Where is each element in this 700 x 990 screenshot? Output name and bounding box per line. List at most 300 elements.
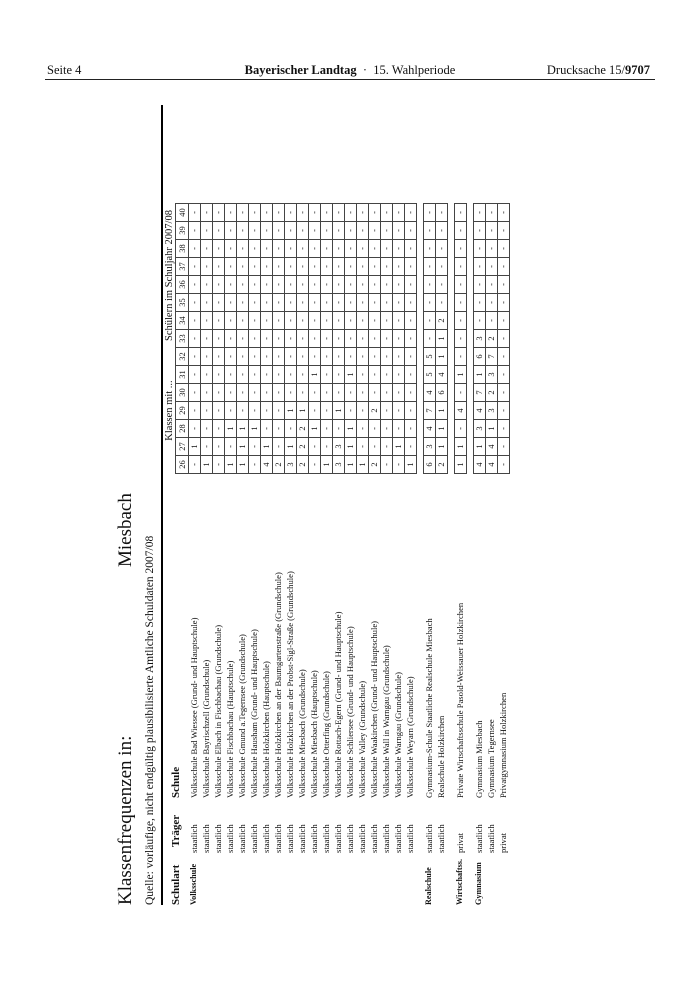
frequency-cell: - xyxy=(381,204,393,222)
frequency-cell: - xyxy=(424,276,436,294)
table-row xyxy=(369,204,381,474)
table-row xyxy=(309,204,321,474)
frequency-cell: - xyxy=(455,276,467,294)
frequency-cell: - xyxy=(249,222,261,240)
frequency-cell: - xyxy=(381,222,393,240)
frequency-cell: - xyxy=(189,276,201,294)
frequency-cell: 4 xyxy=(424,384,436,402)
header-rule xyxy=(45,79,655,80)
frequency-cell: - xyxy=(237,240,249,258)
frequency-cell: - xyxy=(455,348,467,366)
table-row xyxy=(189,204,201,474)
frequency-cell: - xyxy=(201,384,213,402)
frequency-cell: - xyxy=(261,294,273,312)
frequency-cell: - xyxy=(213,456,225,474)
frequency-cell: - xyxy=(201,204,213,222)
frequency-cell: - xyxy=(309,402,321,420)
frequency-cell: - xyxy=(261,402,273,420)
school-row xyxy=(380,485,392,905)
column-number: 30 xyxy=(176,384,189,402)
frequency-cell: - xyxy=(285,258,297,276)
frequency-cell: - xyxy=(261,258,273,276)
frequency-cell: - xyxy=(189,366,201,384)
frequency-cell: - xyxy=(201,438,213,456)
page-title: Klassenfrequenzen in: xyxy=(115,735,136,905)
klassen-mit-label: Klassen mit ... xyxy=(164,380,175,441)
frequency-cell: - xyxy=(321,348,333,366)
school-row xyxy=(356,485,368,905)
frequency-cell: - xyxy=(381,312,393,330)
column-header-traeger: Träger xyxy=(170,814,182,847)
column-header-schulart: Schulart xyxy=(170,864,182,905)
frequency-cell: - xyxy=(474,276,486,294)
frequency-cell: 1 xyxy=(225,420,237,438)
school-name: Volksschule Bad Wiessee (Grund- und Hauptschule) xyxy=(189,617,199,798)
school-name: Volksschule Gmund a.Tegernsee (Grundschule) xyxy=(237,634,247,798)
frequency-cell: - xyxy=(225,312,237,330)
frequency-cell: - xyxy=(273,258,285,276)
frequency-cell: - xyxy=(381,384,393,402)
table-row xyxy=(213,204,225,474)
traeger-value: staatlich xyxy=(393,824,403,853)
frequency-cell: 4 xyxy=(474,402,486,420)
frequency-cell: - xyxy=(405,258,417,276)
frequency-cell: - xyxy=(261,276,273,294)
frequency-cell: - xyxy=(213,366,225,384)
frequency-cell: - xyxy=(321,276,333,294)
frequency-cell: - xyxy=(285,330,297,348)
frequency-cell: 2 xyxy=(369,456,381,474)
school-row xyxy=(320,485,332,905)
frequency-cell: - xyxy=(393,330,405,348)
column-number: 38 xyxy=(176,240,189,258)
frequency-cell: - xyxy=(225,204,237,222)
group-gap-cell xyxy=(417,204,424,474)
frequency-cell: - xyxy=(261,366,273,384)
frequency-cell: - xyxy=(455,294,467,312)
schulart-label: Realschule xyxy=(424,867,433,905)
frequency-cell: - xyxy=(261,204,273,222)
frequency-cell: 6 xyxy=(474,348,486,366)
frequency-cell: 2 xyxy=(436,312,448,330)
column-number: 29 xyxy=(176,402,189,420)
frequency-cell: - xyxy=(357,204,369,222)
frequency-cell: - xyxy=(261,330,273,348)
page-number: Seite 4 xyxy=(47,63,82,77)
frequency-cell: - xyxy=(498,438,510,456)
frequency-cell: - xyxy=(498,276,510,294)
frequency-cell: 1 xyxy=(455,366,467,384)
school-row xyxy=(332,485,344,905)
frequency-cell: - xyxy=(381,294,393,312)
frequency-cell: - xyxy=(357,384,369,402)
frequency-cell: - xyxy=(249,366,261,384)
frequency-cell: 3 xyxy=(486,402,498,420)
traeger-value: staatlich xyxy=(321,824,331,853)
frequency-cell: - xyxy=(393,240,405,258)
table-row xyxy=(237,204,249,474)
frequency-cell: - xyxy=(357,240,369,258)
frequency-cell: 2 xyxy=(273,456,285,474)
school-name: Volksschule Weyarn (Grundschule) xyxy=(405,676,415,798)
school-name: Realschule Holzkirchen xyxy=(436,715,446,798)
frequency-cell: - xyxy=(189,348,201,366)
frequency-cell: 1 xyxy=(345,366,357,384)
frequency-cell: 1 xyxy=(436,348,448,366)
frequency-cell: - xyxy=(321,402,333,420)
traeger-value: staatlich xyxy=(424,824,434,853)
frequency-cell: - xyxy=(369,222,381,240)
frequency-cell: - xyxy=(498,312,510,330)
table-row xyxy=(474,204,486,474)
frequency-cell: - xyxy=(249,330,261,348)
frequency-cell: - xyxy=(357,330,369,348)
school-row xyxy=(368,485,380,905)
school-row xyxy=(260,485,272,905)
frequency-cell: - xyxy=(309,204,321,222)
frequency-cell: - xyxy=(321,330,333,348)
frequency-cell: - xyxy=(189,420,201,438)
schulart-label: Wirtschaftss. xyxy=(455,858,464,905)
frequency-cell: - xyxy=(285,222,297,240)
frequency-cell: 1 xyxy=(436,402,448,420)
school-name: Volksschule Otterfing (Grundschule) xyxy=(321,671,331,798)
frequency-cell: - xyxy=(333,384,345,402)
table-row xyxy=(345,204,357,474)
frequency-cell: - xyxy=(486,294,498,312)
traeger-value: staatlich xyxy=(189,824,199,853)
frequency-cell: - xyxy=(309,222,321,240)
frequency-cell: - xyxy=(405,240,417,258)
frequency-cell: - xyxy=(393,276,405,294)
frequency-cell: - xyxy=(405,348,417,366)
traeger-value: staatlich xyxy=(225,824,235,853)
title-rule xyxy=(161,105,163,905)
school-row xyxy=(236,485,248,905)
frequency-cell: - xyxy=(405,330,417,348)
frequency-cell: - xyxy=(498,366,510,384)
frequency-cell: - xyxy=(424,222,436,240)
school-name: Volksschule Valley (Grundschule) xyxy=(357,680,367,798)
frequency-cell: - xyxy=(381,456,393,474)
frequency-cell: - xyxy=(333,294,345,312)
frequency-cell: 1 xyxy=(474,366,486,384)
frequency-cell: - xyxy=(357,294,369,312)
frequency-cell: - xyxy=(455,222,467,240)
frequency-cell: - xyxy=(369,384,381,402)
school-row xyxy=(435,485,447,905)
frequency-cell: - xyxy=(297,258,309,276)
school-name: Privatgymnasium Holzkirchen xyxy=(498,692,508,798)
frequency-cell: - xyxy=(273,348,285,366)
frequency-cell: - xyxy=(213,330,225,348)
frequency-cell: - xyxy=(237,204,249,222)
group-gap xyxy=(416,485,423,905)
frequency-cell: - xyxy=(424,294,436,312)
frequency-cell: - xyxy=(273,384,285,402)
frequency-cell: - xyxy=(345,312,357,330)
frequency-cell: 7 xyxy=(474,384,486,402)
header-separator: · xyxy=(362,63,367,77)
frequency-cell: 1 xyxy=(474,438,486,456)
frequency-cell: - xyxy=(381,348,393,366)
frequency-cell: - xyxy=(285,348,297,366)
frequency-cell: - xyxy=(345,204,357,222)
frequency-cell: 1 xyxy=(285,402,297,420)
doc-prefix: Drucksache 15/ xyxy=(546,63,625,77)
group-gap-cell xyxy=(448,204,455,474)
frequency-cell: 1 xyxy=(201,456,213,474)
frequency-cell: - xyxy=(498,456,510,474)
frequency-cell: - xyxy=(297,204,309,222)
frequency-cell: 1 xyxy=(321,456,333,474)
frequency-cell: - xyxy=(297,222,309,240)
frequency-cell: - xyxy=(357,276,369,294)
frequency-cell: - xyxy=(237,402,249,420)
frequency-cell: - xyxy=(455,240,467,258)
frequency-cell: - xyxy=(345,276,357,294)
traeger-value: staatlich xyxy=(357,824,367,853)
frequency-cell: - xyxy=(285,294,297,312)
frequency-cell: - xyxy=(369,312,381,330)
frequency-cell: - xyxy=(357,222,369,240)
frequency-cell: - xyxy=(273,312,285,330)
school-name: Volksschule Warngau (Grundschule) xyxy=(393,672,403,798)
frequency-cell: - xyxy=(405,438,417,456)
frequency-cell: - xyxy=(225,222,237,240)
table-row xyxy=(486,204,498,474)
traeger-value: staatlich xyxy=(273,824,283,853)
frequency-cell: - xyxy=(357,438,369,456)
frequency-cell: - xyxy=(189,312,201,330)
class-frequency-table xyxy=(164,203,510,474)
frequency-cell: - xyxy=(486,312,498,330)
frequency-cell: - xyxy=(237,384,249,402)
frequency-cell: - xyxy=(381,258,393,276)
frequency-cell: 1 xyxy=(345,456,357,474)
frequency-cell: - xyxy=(381,276,393,294)
frequency-cell: 1 xyxy=(436,438,448,456)
frequency-cell: - xyxy=(201,348,213,366)
frequency-cell: - xyxy=(249,456,261,474)
group-gap xyxy=(466,485,473,905)
frequency-cell: - xyxy=(213,276,225,294)
column-number: 31 xyxy=(176,366,189,384)
frequency-cell: - xyxy=(237,276,249,294)
frequency-cell: - xyxy=(297,348,309,366)
frequency-cell: - xyxy=(405,402,417,420)
frequency-cell: 1 xyxy=(345,438,357,456)
traeger-value: staatlich xyxy=(237,824,247,853)
table-row xyxy=(297,204,309,474)
frequency-cell: - xyxy=(369,276,381,294)
frequency-cell: - xyxy=(249,258,261,276)
frequency-cell: 1 xyxy=(237,420,249,438)
frequency-cell: - xyxy=(201,330,213,348)
frequency-cell: - xyxy=(309,276,321,294)
frequency-cell: 1 xyxy=(436,420,448,438)
frequency-cell: - xyxy=(369,330,381,348)
table-row xyxy=(225,204,237,474)
table-row xyxy=(333,204,345,474)
frequency-cell: - xyxy=(345,294,357,312)
school-row xyxy=(497,485,509,905)
frequency-cell: - xyxy=(249,384,261,402)
frequency-cell: - xyxy=(201,312,213,330)
frequency-cell: - xyxy=(189,330,201,348)
traeger-value: staatlich xyxy=(285,824,295,853)
frequency-cell: - xyxy=(405,222,417,240)
table-row xyxy=(405,204,417,474)
doc-number: 9707 xyxy=(625,63,650,77)
table-row xyxy=(261,204,273,474)
frequency-cell: - xyxy=(273,222,285,240)
school-row xyxy=(473,485,485,905)
frequency-cell: 3 xyxy=(486,366,498,384)
frequency-cell: - xyxy=(213,420,225,438)
frequency-cell: 1 xyxy=(357,456,369,474)
frequency-cell: - xyxy=(393,204,405,222)
frequency-cell: - xyxy=(345,240,357,258)
frequency-cell: - xyxy=(213,240,225,258)
frequency-cell: 7 xyxy=(486,348,498,366)
frequency-cell: 6 xyxy=(424,456,436,474)
school-name: Volksschule Rottach-Egern (Grund- und Hauptschule) xyxy=(333,611,343,798)
traeger-value: staatlich xyxy=(213,824,223,853)
frequency-cell: - xyxy=(225,258,237,276)
frequency-cell: - xyxy=(201,240,213,258)
column-number: 32 xyxy=(176,348,189,366)
frequency-cell: - xyxy=(405,312,417,330)
frequency-cell: - xyxy=(201,294,213,312)
frequency-cell: - xyxy=(369,240,381,258)
frequency-cell: - xyxy=(297,384,309,402)
frequency-cell: - xyxy=(393,366,405,384)
frequency-cell: - xyxy=(237,294,249,312)
rotated-table-page xyxy=(115,105,535,905)
traeger-value: staatlich xyxy=(474,824,484,853)
table-row xyxy=(249,204,261,474)
frequency-cell: 1 xyxy=(486,420,498,438)
school-name: Gymnasium-Schule Staatliche Realschule Miesbach xyxy=(424,618,434,798)
frequency-cell: - xyxy=(357,402,369,420)
frequency-cell: - xyxy=(225,384,237,402)
frequency-cell: - xyxy=(225,330,237,348)
school-name: Volksschule Bayrischzell (Grundschule) xyxy=(201,659,211,798)
frequency-cell: - xyxy=(369,348,381,366)
frequency-cell: - xyxy=(486,258,498,276)
frequency-cell: - xyxy=(436,240,448,258)
frequency-cell: - xyxy=(201,366,213,384)
school-name: Volksschule Fischbachau (Hauptschule) xyxy=(225,660,235,798)
frequency-cell: - xyxy=(321,204,333,222)
frequency-cell: - xyxy=(321,294,333,312)
column-number: 33 xyxy=(176,330,189,348)
frequency-cell: - xyxy=(189,258,201,276)
frequency-cell: 1 xyxy=(309,420,321,438)
frequency-cell: - xyxy=(424,240,436,258)
frequency-cell: - xyxy=(393,294,405,312)
frequency-cell: - xyxy=(369,438,381,456)
frequency-cell: - xyxy=(486,204,498,222)
school-name: Volksschule Hausham (Grund- und Hauptschule) xyxy=(249,629,259,798)
frequency-cell: - xyxy=(213,348,225,366)
frequency-cell: - xyxy=(249,402,261,420)
traeger-value: staatlich xyxy=(261,824,271,853)
school-name: Volksschule Waakirchen (Grund- und Hauptschule) xyxy=(369,620,379,798)
frequency-cell: - xyxy=(189,240,201,258)
frequency-cell: - xyxy=(333,258,345,276)
frequency-cell: - xyxy=(381,366,393,384)
frequency-cell: 1 xyxy=(405,456,417,474)
frequency-cell: - xyxy=(393,420,405,438)
frequency-cell: - xyxy=(189,204,201,222)
frequency-cell: - xyxy=(369,258,381,276)
frequency-cell: - xyxy=(261,420,273,438)
frequency-cell: - xyxy=(436,222,448,240)
frequency-cell: - xyxy=(249,438,261,456)
frequency-cell: - xyxy=(237,258,249,276)
frequency-cell: 3 xyxy=(474,420,486,438)
frequency-cell: - xyxy=(189,222,201,240)
table-row xyxy=(381,204,393,474)
frequency-cell: - xyxy=(309,384,321,402)
frequency-cell: 1 xyxy=(297,402,309,420)
column-number: 37 xyxy=(176,258,189,276)
frequency-cell: - xyxy=(369,366,381,384)
table-row xyxy=(455,204,467,474)
frequency-cell: - xyxy=(405,294,417,312)
legislative-period: 15. Wahlperiode xyxy=(373,63,456,77)
frequency-cell: - xyxy=(405,204,417,222)
frequency-cell: - xyxy=(357,258,369,276)
frequency-cell: - xyxy=(225,438,237,456)
group-gap xyxy=(447,485,454,905)
table-row xyxy=(357,204,369,474)
frequency-cell: - xyxy=(424,312,436,330)
frequency-cell: - xyxy=(333,366,345,384)
column-number: 28 xyxy=(176,420,189,438)
school-row xyxy=(224,485,236,905)
frequency-cell: 2 xyxy=(297,438,309,456)
frequency-cell: - xyxy=(333,348,345,366)
column-number-row xyxy=(176,204,189,474)
frequency-cell: - xyxy=(201,276,213,294)
frequency-cell: - xyxy=(498,204,510,222)
frequency-cell: - xyxy=(213,222,225,240)
traeger-value: staatlich xyxy=(333,824,343,853)
frequency-cell: - xyxy=(201,222,213,240)
frequency-cell: 4 xyxy=(436,366,448,384)
frequency-cell: - xyxy=(261,222,273,240)
frequency-cell: - xyxy=(189,294,201,312)
frequency-cell: - xyxy=(273,402,285,420)
frequency-cell: - xyxy=(237,366,249,384)
frequency-cell: - xyxy=(455,330,467,348)
frequency-cell: - xyxy=(249,204,261,222)
frequency-cell: - xyxy=(321,438,333,456)
frequency-cell: - xyxy=(285,204,297,222)
frequency-cell: - xyxy=(249,312,261,330)
frequency-cell: - xyxy=(201,420,213,438)
frequency-cell: - xyxy=(273,204,285,222)
frequency-cell: - xyxy=(189,456,201,474)
frequency-cell: - xyxy=(225,402,237,420)
frequency-cell: - xyxy=(498,330,510,348)
school-row xyxy=(392,485,404,905)
frequency-cell: - xyxy=(285,312,297,330)
school-row xyxy=(212,485,224,905)
